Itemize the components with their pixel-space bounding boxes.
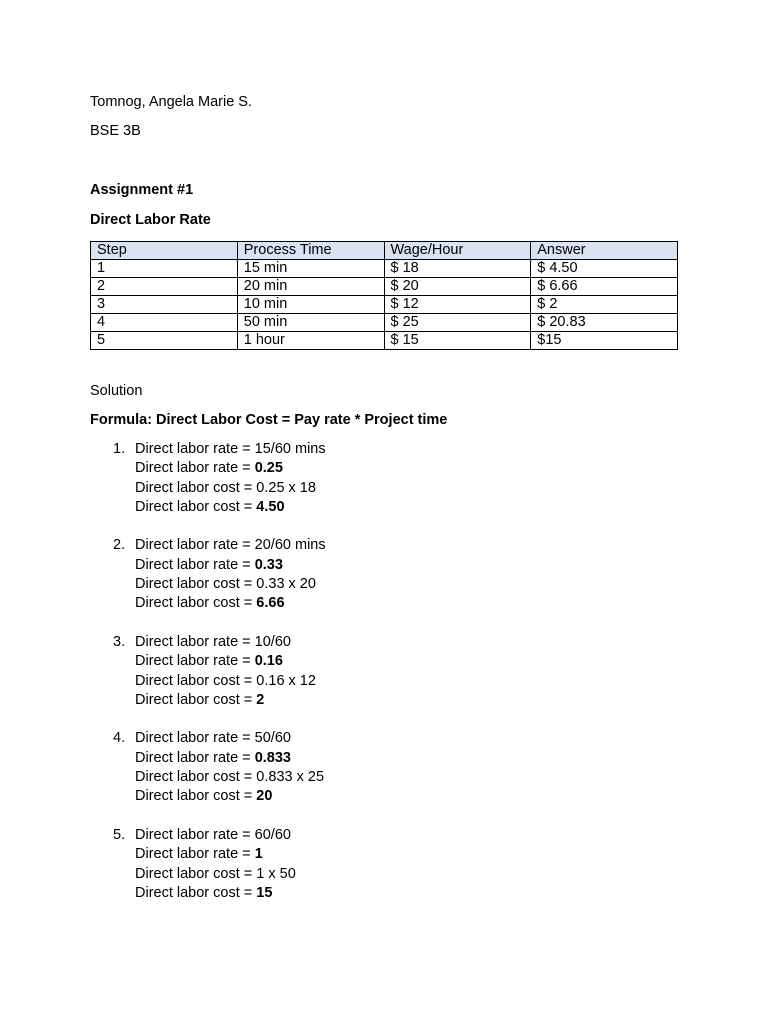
rate-expression: Direct labor rate = 60/60 (135, 826, 291, 843)
cost-prefix: Direct labor cost = (135, 595, 257, 612)
rate-expression: Direct labor rate = 50/60 (135, 730, 291, 747)
item-number: 5. (113, 826, 126, 843)
rate-result (135, 556, 326, 575)
table-cell: 15 min (237, 260, 384, 278)
table-row (91, 278, 678, 296)
table-header-row (91, 242, 678, 260)
cost-expression: Direct labor cost = 0.33 x 20 (135, 576, 316, 593)
solution-item (113, 536, 326, 613)
cost-result (135, 498, 326, 517)
table-cell: 4 (91, 314, 238, 332)
rate-value: 0.16 (254, 653, 283, 670)
item-number: 3. (113, 633, 126, 650)
table-cell: $ 2 (531, 296, 678, 314)
cost-expression: Direct labor cost = 0.16 x 12 (135, 672, 316, 689)
table-cell: $ 4.50 (531, 260, 678, 278)
cost-result (135, 691, 326, 710)
rate-value: 0.25 (254, 460, 283, 477)
assignment-title: Assignment #1 (90, 182, 194, 198)
cost-value: 15 (256, 884, 273, 901)
cost-expression: Direct labor cost = 0.25 x 18 (135, 479, 316, 496)
table-cell: 2 (91, 278, 238, 296)
table-cell: 3 (91, 296, 238, 314)
cost-result (135, 787, 326, 806)
table-header-cell: Wage/Hour (384, 242, 531, 260)
rate-value: 0.833 (254, 749, 291, 766)
table-row (91, 296, 678, 314)
solution-item (113, 729, 326, 806)
table-cell: 10 min (237, 296, 384, 314)
formula-line: Formula: Direct Labor Cost = Pay rate * Project time (90, 412, 448, 428)
solution-item (113, 440, 326, 517)
solution-list (113, 440, 326, 922)
rate-value: 0.33 (254, 556, 283, 573)
table-cell: $ 20.83 (531, 314, 678, 332)
item-number: 1. (113, 441, 126, 457)
table-cell: 50 min (237, 314, 384, 332)
table-cell: 20 min (237, 278, 384, 296)
cost-result (135, 594, 326, 613)
solution-item (113, 633, 326, 710)
rate-result (135, 652, 326, 671)
rate-result (135, 749, 326, 768)
rate-expression: Direct labor rate = 15/60 mins (135, 441, 326, 457)
cost-prefix: Direct labor cost = (135, 884, 257, 901)
table-cell: $ 25 (384, 314, 531, 332)
table-cell: 1 (91, 260, 238, 278)
table-cell: $ 12 (384, 296, 531, 314)
cost-result (135, 884, 326, 903)
rate-result (135, 845, 326, 864)
student-name: Tomnog, Angela Marie S. (90, 94, 253, 110)
rate-value: 1 (254, 846, 263, 863)
student-section: BSE 3B (90, 123, 141, 139)
cost-value: 4.50 (256, 498, 285, 515)
item-number: 2. (113, 537, 126, 554)
cost-value: 6.66 (256, 595, 285, 612)
cost-expression: Direct labor cost = 0.833 x 25 (135, 769, 325, 786)
table-cell: $15 (531, 332, 678, 350)
assignment-subtitle: Direct Labor Rate (90, 212, 211, 228)
table-row (91, 332, 678, 350)
item-number: 4. (113, 730, 126, 747)
cost-value: 20 (256, 788, 273, 805)
table-header-cell: Answer (531, 242, 678, 260)
cost-prefix: Direct labor cost = (135, 691, 257, 708)
table-cell: 5 (91, 332, 238, 350)
table-header-cell: Process Time (237, 242, 384, 260)
rate-prefix: Direct labor rate = (135, 653, 255, 670)
rate-prefix: Direct labor rate = (135, 749, 255, 766)
rate-result (135, 459, 326, 478)
table-cell: $ 6.66 (531, 278, 678, 296)
rate-expression: Direct labor rate = 20/60 mins (135, 537, 326, 554)
cost-prefix: Direct labor cost = (135, 498, 257, 515)
table-cell: 1 hour (237, 332, 384, 350)
table-row (91, 260, 678, 278)
table-cell: $ 20 (384, 278, 531, 296)
table-row (91, 314, 678, 332)
cost-prefix: Direct labor cost = (135, 788, 257, 805)
labor-rate-table (90, 241, 678, 350)
rate-expression: Direct labor rate = 10/60 (135, 633, 291, 650)
table-header-cell: Step (91, 242, 238, 260)
cost-expression: Direct labor cost = 1 x 50 (135, 865, 296, 882)
cost-value: 2 (256, 691, 265, 708)
table-cell: $ 15 (384, 332, 531, 350)
rate-prefix: Direct labor rate = (135, 556, 255, 573)
table-cell: $ 18 (384, 260, 531, 278)
solution-label: Solution (90, 383, 143, 399)
solution-item (113, 826, 326, 903)
rate-prefix: Direct labor rate = (135, 460, 255, 477)
rate-prefix: Direct labor rate = (135, 846, 255, 863)
